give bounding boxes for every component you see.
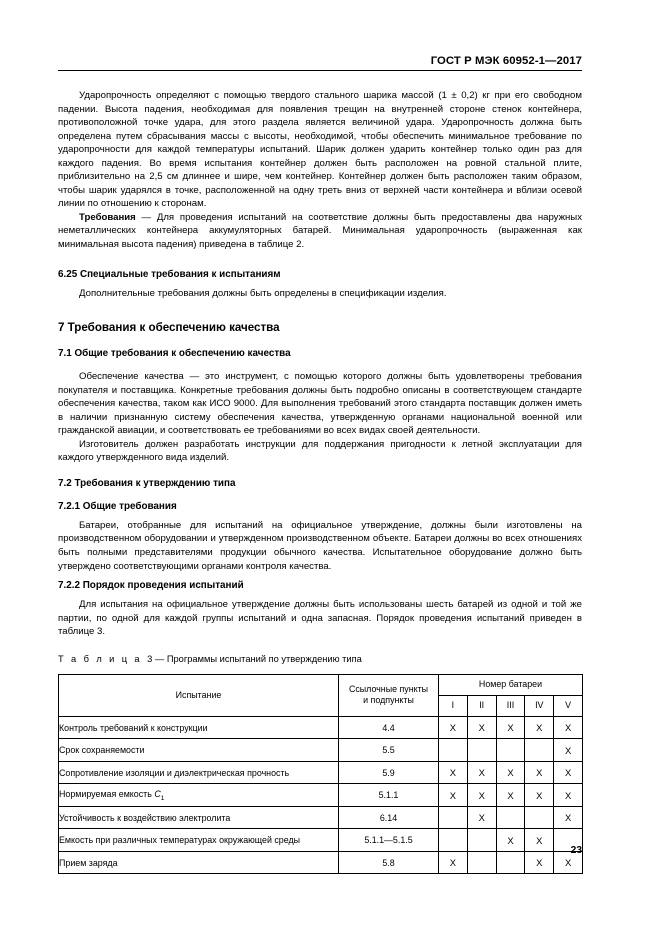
table-row [59, 806, 583, 829]
page-content [58, 55, 582, 874]
cell-battery-mark: X [525, 851, 554, 874]
cell-battery-mark: X [496, 716, 525, 739]
cell-reference: 6.14 [339, 806, 439, 829]
cell-battery-mark [439, 806, 468, 829]
cell-battery-mark: X [525, 829, 554, 852]
table-header-row-1 [59, 674, 583, 695]
header-reference-line2: и подпункты [363, 695, 414, 706]
paragraph-7-2-2: Для испытания на официальное утверждение должны быть использованы шесть батарей из одной и той же партии, по одной для каждой группы испытаний и одна запасная. Порядок проведения испытаний приведен в таблице 3. [58, 599, 582, 638]
cell-battery-mark [496, 739, 525, 762]
cell-test-name: Устойчивость к воздействию электролита [59, 806, 339, 829]
heading-7: 7 Требования к обеспечению качества [58, 321, 280, 335]
cell-battery-mark: X [439, 784, 468, 807]
header-reference [339, 674, 439, 716]
heading-7-2-2: 7.2.2 Порядок проведения испытаний [58, 580, 244, 592]
cell-battery-mark: X [496, 761, 525, 784]
header-battery-group: Номер батареи [439, 674, 583, 695]
requirements-lead: Требования [79, 211, 136, 223]
cell-battery-mark [439, 829, 468, 852]
cell-battery-mark: X [467, 806, 496, 829]
cell-test-name: Срок сохраняемости [59, 739, 339, 762]
cell-battery-mark: X [554, 851, 583, 874]
cell-reference: 5.8 [339, 851, 439, 874]
cell-battery-mark: X [525, 761, 554, 784]
cell-battery-mark [467, 829, 496, 852]
cell-test-name: Прием заряда [59, 851, 339, 874]
heading-7-2: 7.2 Требования к утверждению типа [58, 477, 236, 489]
cell-battery-mark: X [525, 716, 554, 739]
cell-battery-mark [496, 851, 525, 874]
page-folio: 23 [570, 845, 582, 856]
cell-battery-mark: X [467, 761, 496, 784]
cell-battery-mark [525, 806, 554, 829]
table-body [59, 716, 583, 874]
cell-battery-mark: X [496, 829, 525, 852]
cell-battery-mark: X [525, 784, 554, 807]
paragraph-7-1-a: Обеспечение качества — это инструмент, с помощью которого должны быть удовлетворены требования покупателя и поставщика. Конкретные требования должны быть подробно описаны в соответствующем стандарте обеспечения качества, таком как ИСО 9000. Для выполнения требований этого стандарта поставщик должен иметь в наличии признанную систему обеспечения качества, утвержденную органами национальной военной или гражданской авиации, и соответствовать ее требованиями во всех видах своей деятельности. [58, 371, 582, 437]
table-row [59, 851, 583, 874]
table-row [59, 739, 583, 762]
cell-battery-mark: X [554, 806, 583, 829]
table-caption-label: Т а б л и ц а [58, 653, 142, 664]
cell-battery-mark: X [496, 784, 525, 807]
cell-test-name: Контроль требований к конструкции [59, 716, 339, 739]
cell-reference: 5.1.1 [339, 784, 439, 807]
paragraph-7-2-1: Батареи, отобранные для испытаний на официальное утверждение, должны были изготовлены на производственном оборудовании и утвержденном производственном объекте. Батареи должны во всех отношениях быть полными представителями продукции обычного качества. Испытательное оборудование должно быть утверждено соответствующими органами контроля качества. [58, 519, 582, 572]
paragraph-7-1-b: Изготовитель должен разработать инструкции для поддержания пригодности к летной эксплуатации для каждого утвержденного вида изделий. [58, 438, 582, 464]
cell-battery-mark [467, 739, 496, 762]
cell-battery-mark: X [467, 716, 496, 739]
cell-battery-mark: X [439, 716, 468, 739]
header-battery-3: III [496, 695, 525, 716]
paragraph-requirements [58, 211, 582, 252]
header-battery-2: II [467, 695, 496, 716]
header-battery-4: IV [525, 695, 554, 716]
cell-reference: 4.4 [339, 716, 439, 739]
cell-test-name: Емкость при различных температурах окружающей среды [59, 829, 339, 852]
table-row [59, 784, 583, 807]
cell-battery-mark: X [554, 761, 583, 784]
cell-test-name: Нормируемая емкость $C_1$ [59, 784, 339, 807]
requirements-rest: — Для проведения испытаний на соответствие должны быть предоставлены два наружных неметаллических контейнера аккумуляторных батарей. Минимальная ударопрочность (выраженная как минимальная высота падения) приведена в таблице 2. [58, 211, 582, 251]
cell-battery-mark [439, 739, 468, 762]
table-caption [58, 653, 582, 666]
cell-battery-mark: X [554, 716, 583, 739]
header-battery-1: I [439, 695, 468, 716]
cell-battery-mark: X [554, 739, 583, 762]
cell-reference: 5.5 [339, 739, 439, 762]
table-row [59, 829, 583, 852]
cell-battery-mark: X [439, 851, 468, 874]
cell-test-name: Сопротивление изоляции и диэлектрическая прочность [59, 761, 339, 784]
cell-reference: 5.9 [339, 761, 439, 784]
cell-battery-mark [467, 851, 496, 874]
cell-battery-mark [525, 739, 554, 762]
table-row [59, 716, 583, 739]
cell-battery-mark [496, 806, 525, 829]
cell-battery-mark: X [467, 784, 496, 807]
cell-battery-mark: X [554, 784, 583, 807]
table-caption-number: 3 [147, 653, 153, 664]
header-reference-line1: Ссылочные пункты [348, 683, 429, 694]
table-caption-text: — Программы испытаний по утверждению типа [154, 653, 362, 664]
heading-6-25: 6.25 Специальные требования к испытаниям [58, 268, 281, 280]
heading-7-2-1: 7.2.1 Общие требования [58, 500, 177, 512]
type-approval-test-table [58, 674, 583, 875]
table-row [59, 761, 583, 784]
paragraph-impact-resistance: Ударопрочность определяют с помощью твердого стального шарика массой (1 ± 0,2) кг при его свободном падении. Высота падения, необходимая для появления трещин на внутренней стороне стенок контейнера, противоположной точке удара, для этого раздела является величиной удара. Ударопрочность должна быть определена путем сбрасывания массы с высоты, необходимой, чтобы обеспечить минимальное требование по ударопрочности для каждой температуры испытаний. Шарик должен ударить контейнер только один раз для каждого падения. Во время испытания контейнер должен быть расположен на ровной стальной плите, приблизительно на 2,5 см длиннее и шире, чем контейнер. Контейнер должен быть расположен таким образом, чтобы шарик ударялся в точке, расположенной на одну треть вниз от верхней части контейнера и вблизи осевой линии по отношению к сторонам. [58, 90, 582, 210]
cell-test-symbol: $C_1$ [154, 788, 165, 802]
cell-battery-mark: X [439, 761, 468, 784]
paragraph-6-25: Дополнительные требования должны быть определены в спецификации изделия. [79, 287, 447, 299]
cell-reference: 5.1.1—5.1.5 [339, 829, 439, 852]
header-test: Испытание [59, 674, 339, 716]
heading-7-1: 7.1 Общие требования к обеспечению качества [58, 348, 291, 360]
header-battery-5: V [554, 695, 583, 716]
running-header: ГОСТ Р МЭК 60952-1—2017 [58, 55, 582, 71]
